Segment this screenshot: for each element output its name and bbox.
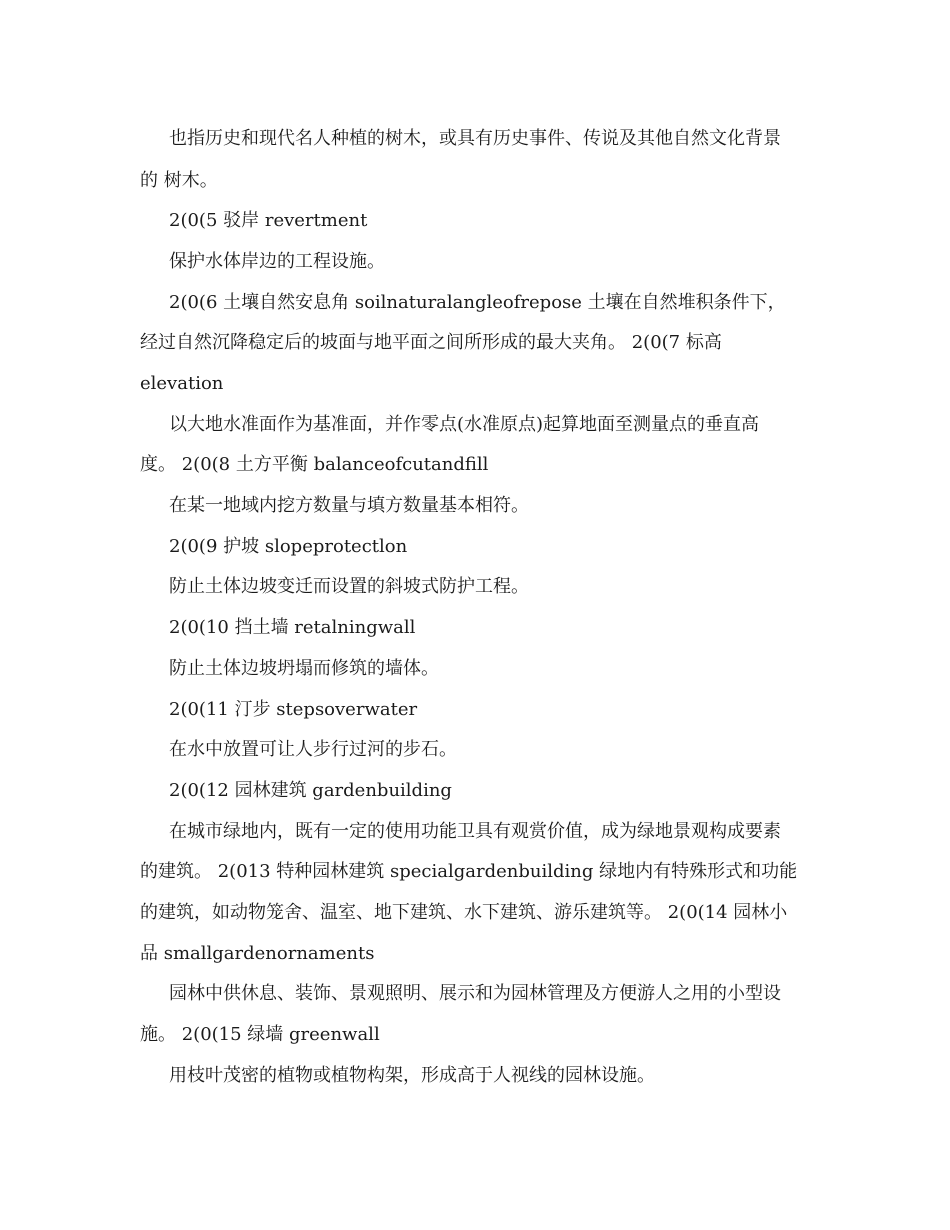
term-heading: 2(0(10 挡土墙 retalningwall xyxy=(169,617,416,638)
paragraph-line: 2(0(6 土壤自然安息角 soilnaturalangleofrepose 土壤在自然堆积条件下， xyxy=(169,292,786,313)
definition-line: 保护水体岸边的工程设施。 xyxy=(169,251,385,272)
paragraph-line: 以大地水准面作为基准面，并作零点(水准原点)起算地面至测量点的垂直高 xyxy=(169,414,760,435)
paragraph-line: 度。 2(0(8 土方平衡 balanceofcutandfill xyxy=(140,454,489,475)
definition-line: 用枝叶茂密的植物或植物构架，形成高于人视线的园林设施。 xyxy=(169,1065,655,1086)
definition-line: 在某一地域内挖方数量与填方数量基本相符。 xyxy=(169,495,529,516)
term-heading: 2(0(12 园林建筑 gardenbuilding xyxy=(169,780,452,801)
paragraph-line: 在城市绿地内，既有一定的使用功能卫具有观赏价值，成为绿地景观构成要素 xyxy=(169,821,781,842)
definition-line: 防止土体边坡变迁而设置的斜坡式防护工程。 xyxy=(169,576,529,597)
paragraph-line: 的 树木。 xyxy=(140,170,218,191)
paragraph-line: 园林中供休息、装饰、景观照明、展示和为园林管理及方便游人之用的小型设 xyxy=(169,983,781,1004)
definition-line: 在水中放置可让人步行过河的步石。 xyxy=(169,739,457,760)
definition-line: 防止土体边坡坍塌而修筑的墙体。 xyxy=(169,658,439,679)
term-heading: 2(0(5 驳岸 revertment xyxy=(169,210,368,231)
paragraph-line: elevation xyxy=(140,373,224,394)
term-heading: 2(0(11 汀步 stepsoverwater xyxy=(169,699,418,720)
paragraph-line: 的建筑。 2(013 特种园林建筑 specialgardenbuilding 绿地内有特殊形式和功能 xyxy=(140,861,798,882)
paragraph-line: 经过自然沉降稳定后的坡面与地平面之间所形成的最大夹角。 2(0(7 标高 xyxy=(140,332,722,353)
paragraph-line: 施。 2(0(15 绿墙 greenwall xyxy=(140,1024,380,1045)
paragraph-line: 也指历史和现代名人种植的树木，或具有历史事件、传说及其他自然文化背景 xyxy=(169,128,781,149)
paragraph-line: 品 smallgardenornaments xyxy=(140,943,375,964)
paragraph-line: 的建筑，如动物笼舍、温室、地下建筑、水下建筑、游乐建筑等。 2(0(14 园林小 xyxy=(140,902,788,923)
term-heading: 2(0(9 护坡 slopeprotectlon xyxy=(169,536,408,557)
